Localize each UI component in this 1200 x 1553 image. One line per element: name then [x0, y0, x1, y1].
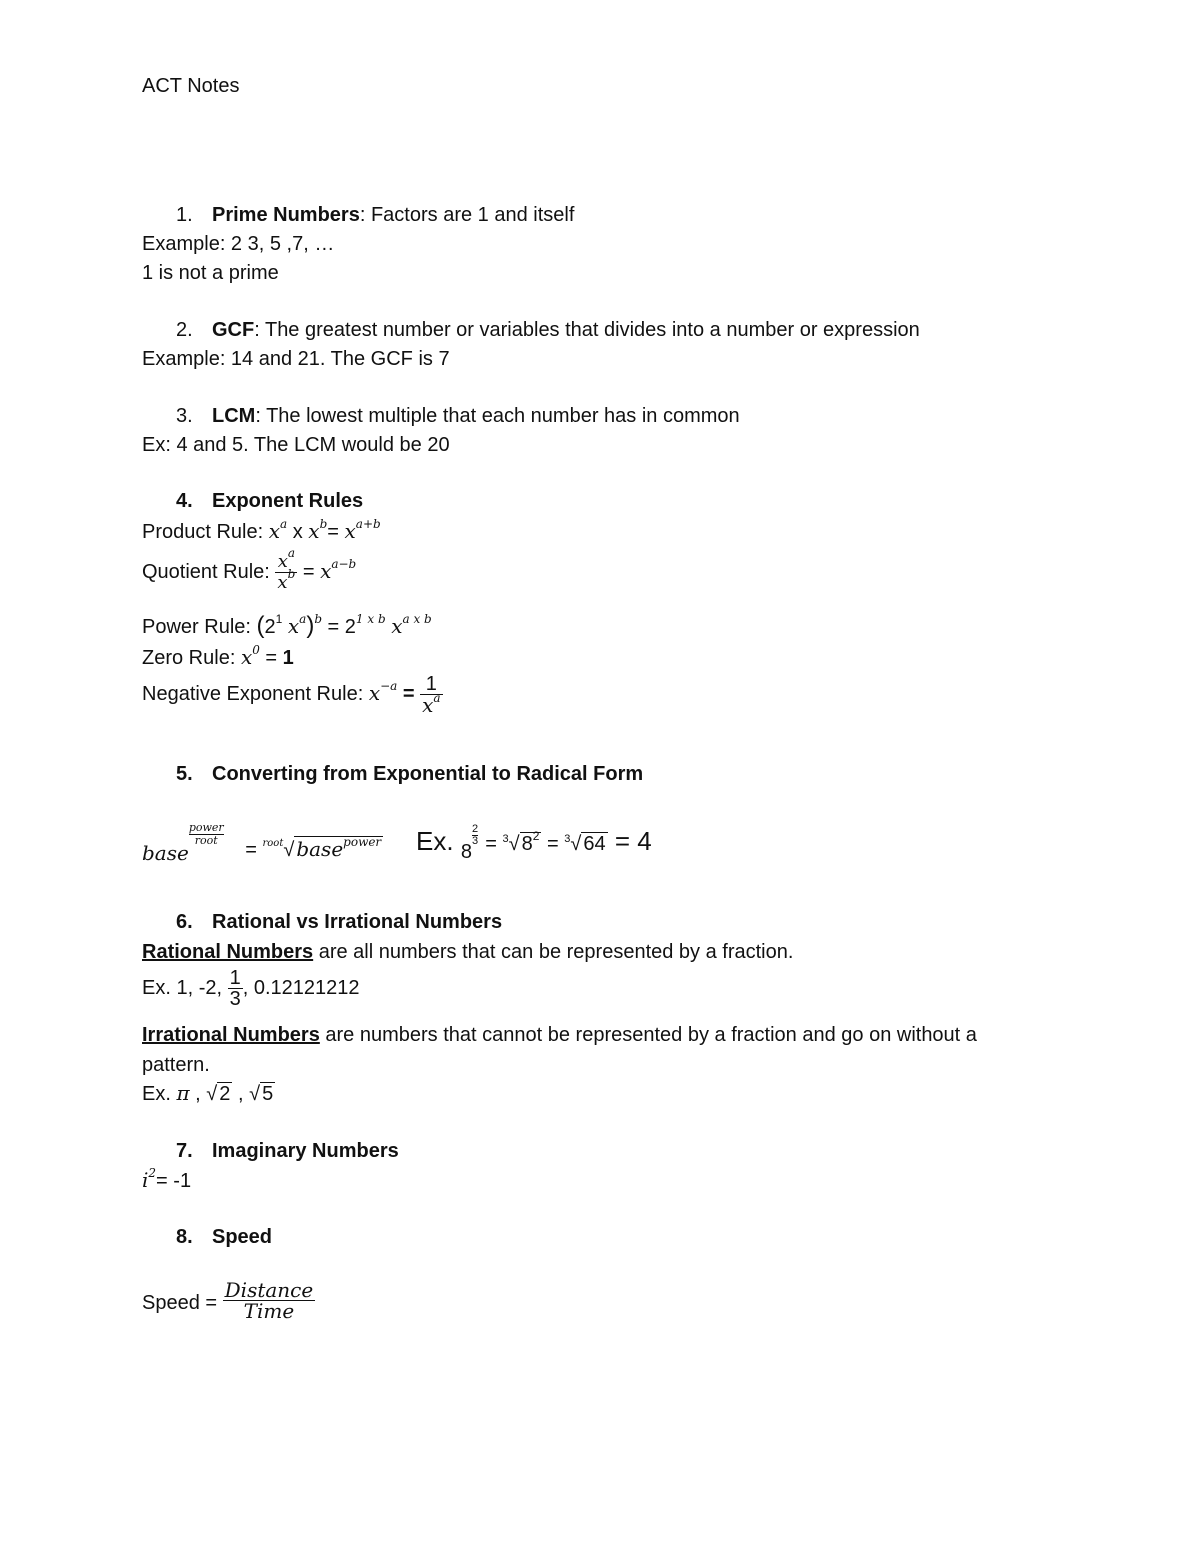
product-rule: Product Rule: $x^a$ x $x^b= x^{a+b}$ [142, 517, 381, 543]
negative-fraction: $\frac{1}{x^a}$ [422, 673, 441, 717]
rational-term: Rational Numbers [142, 941, 314, 963]
section-heading: Speed [212, 1226, 273, 1248]
irrational-definition [142, 1023, 977, 1047]
example-prefix: Ex. [142, 1083, 171, 1105]
rule-label: Power Rule: [142, 616, 251, 638]
item-number: 4. [176, 490, 193, 512]
section-heading: LCM [212, 405, 256, 427]
irrational-definition-cont: pattern. [142, 1054, 210, 1076]
example-line: Ex: 4 and 5. The LCM would be 20 [142, 434, 450, 456]
numerator: Distance [224, 1278, 314, 1302]
irrational-example: Ex. π , √ 2 , √ 5 [142, 1081, 274, 1105]
quotient-fraction: $\frac{x^a}{x^b}$ [277, 546, 296, 593]
definition-text: are numbers that cannot be represented by a fraction and go on without a [319, 1024, 977, 1046]
item-number: 6. [176, 911, 193, 933]
radical-form-formula: base power root = $^{root}$√ base$^{power}$ [142, 821, 382, 865]
section-heading: Rational vs Irrational Numbers [212, 911, 503, 933]
rule-label: Product Rule: [142, 521, 264, 543]
section-heading: Imaginary Numbers [212, 1140, 399, 1162]
irrational-term: Irrational Numbers [142, 1024, 320, 1046]
speed-fraction [223, 1280, 316, 1321]
section-2-line [212, 318, 920, 342]
section-text: : The greatest number or variables that divides into a number or expression [254, 319, 920, 341]
quotient-rule: Quotient Rule: $\frac{x^a}{x^b}$ = $x^{a-b}$ [142, 546, 357, 593]
note-line: 1 is not a prime [142, 262, 279, 284]
item-number: 7. [176, 1140, 193, 1162]
rational-definition [142, 940, 793, 964]
one-third-fraction: $\frac{1}{3}$ [229, 967, 241, 1010]
example-line: Example: 14 and 21. The GCF is 7 [142, 348, 450, 370]
section-heading: Converting from Exponential to Radical Form [212, 763, 644, 785]
example-suffix: , 0.12121212 [242, 976, 360, 999]
section-text: : Factors are 1 and itself [359, 204, 575, 226]
radical-example: Ex. $_8$ $\frac{2}{3}$ = $^3$√ $8^2 = ^3√$ 64 = 4 [416, 823, 652, 863]
item-number: 5. [176, 763, 193, 785]
negative-exponent-rule: Negative Exponent Rule: $x^{-a}$ = $\frac{1}{x^a}$ [142, 673, 441, 717]
equation-text: = -1 [156, 1170, 192, 1192]
rule-label: Zero Rule: [142, 647, 236, 669]
speed-label: Speed = [142, 1291, 218, 1314]
imaginary-equation: $i^2= -1$ [142, 1166, 192, 1192]
zero-rule: Zero Rule: $x^0 = 1$ [142, 643, 294, 669]
section-heading: Prime Numbers [212, 204, 360, 226]
section-1-line [212, 203, 574, 227]
section-heading: Exponent Rules [212, 490, 364, 512]
page-title: ACT Notes [142, 75, 240, 97]
item-number: 2. [176, 319, 193, 341]
section-heading: GCF [212, 319, 255, 341]
example-prefix: Ex. 1, -2, [142, 976, 223, 999]
example-label: Ex. [416, 826, 454, 856]
example-line: Example: 2 3, 5 ,7, … [142, 233, 335, 255]
rule-label: Negative Exponent Rule: [142, 682, 364, 705]
power-rule: Power Rule: ($2^1$ $x^a)^b = 2^{1 x b}$ $x^{a x b}$ [142, 612, 432, 639]
speed-formula [142, 1280, 315, 1321]
section-3-line [212, 404, 740, 428]
item-number: 8. [176, 1226, 193, 1248]
rational-example [142, 968, 360, 1009]
item-number: 3. [176, 405, 193, 427]
denominator: Time [243, 1299, 295, 1323]
section-text: : The lowest multiple that each number has in common [255, 405, 740, 427]
rule-label: Quotient Rule: [142, 560, 270, 583]
definition-text: are all numbers that can be represented by a fraction. [313, 941, 794, 963]
product-formula: $x^a$ [268, 517, 288, 543]
item-number: 1. [176, 204, 193, 226]
